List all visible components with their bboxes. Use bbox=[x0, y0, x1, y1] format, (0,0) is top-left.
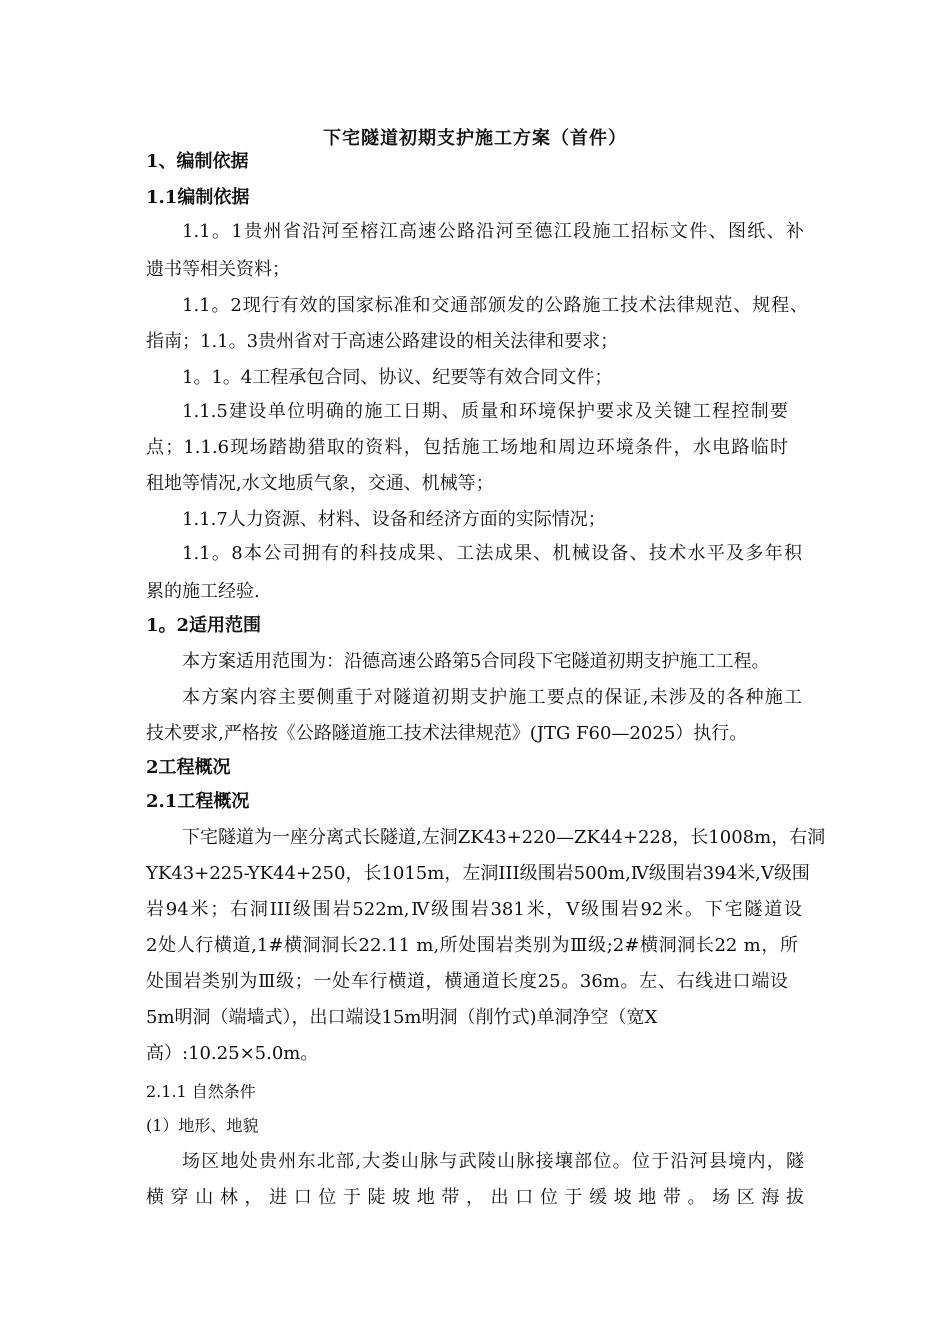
paragraph-line: 点；1.1.6现场踏勘猎取的资料，包括施工场地和周边环境条件，水电路临时 bbox=[146, 437, 788, 458]
paragraph-line: 1.1.7人力资源、材料、设备和经济方面的实际情况； bbox=[182, 509, 606, 530]
paragraph-line: 下宅隧道为一座分离式长隧道,左洞ZK43+220—ZK44+228，长1008m，右洞 bbox=[182, 827, 826, 848]
paragraph-line: 累的施工经验. bbox=[146, 581, 260, 602]
paragraph-line: 横 穿 山 林 ， 进 口 位 于 陡 坡 地 带 ， 出 口 位 于 缓 坡 地 带 。 场 区 海 拔 bbox=[146, 1187, 804, 1208]
item-heading-terrain: (1）地形、地貌 bbox=[146, 1116, 259, 1135]
paragraph-line: 1.1。8本公司拥有的科技成果、工法成果、机械设备、技术水平及多年积 bbox=[182, 543, 802, 564]
paragraph-line: 处围岩类别为Ⅲ级；一处车行横道，横通道长度25。36m。左、右线进口端设 bbox=[146, 971, 788, 992]
paragraph-line: 高）:10.25×5.0m。 bbox=[146, 1043, 319, 1064]
paragraph-line: 技术要求,严格按《公路隧道施工技术法律规范》(JTG F60—2025）执行。 bbox=[146, 723, 748, 744]
paragraph-line: 本方案内容主要侧重于对隧道初期支护施工要点的保证,未涉及的各种施工 bbox=[182, 687, 802, 708]
document-title: 下宅隧道初期支护施工方案（首件） bbox=[323, 128, 627, 149]
paragraph-line: 场区地处贵州东北部,大娄山脉与武陵山脉接壤部位。位于沿河县境内，隧 bbox=[182, 1151, 804, 1172]
paragraph-line: YK43+225-YK44+250，长1015m，左洞III级围岩500m,Ⅳ级围岩394米,Ⅴ级围 bbox=[146, 863, 810, 884]
paragraph-line: 1。1。4工程承包合同、协议、纪要等有效合同文件； bbox=[182, 367, 613, 388]
subsection-heading-1-1: 1.1编制依据 bbox=[146, 187, 250, 208]
paragraph-line: 遗书等相关资料； bbox=[146, 259, 290, 280]
subsection-heading-1-2: 1。2适用范围 bbox=[146, 615, 262, 636]
paragraph-line: 1.1。2现行有效的国家标准和交通部颁发的公路施工技术法律规范、规程、 bbox=[182, 295, 808, 316]
subsection-heading-2-1: 2.1工程概况 bbox=[146, 791, 250, 812]
paragraph-line: 5m明洞（端墙式），出口端设15m明洞（削竹式)单洞净空（宽X bbox=[146, 1007, 658, 1028]
paragraph-line: 岩94米；右洞III级围岩522m,Ⅳ级围岩381米，Ⅴ级围岩92米。下宅隧道设 bbox=[146, 899, 802, 920]
section-heading-1: 1、编制依据 bbox=[146, 151, 249, 172]
section-heading-2: 2工程概况 bbox=[146, 757, 231, 778]
paragraph-line: 租地等情况,水文地质气象，交通、机械等； bbox=[146, 473, 494, 494]
paragraph-line: 2处人行横道,1#横洞洞长22.11 m,所处围岩类别为Ⅲ级;2#横洞洞长22 m，所 bbox=[146, 935, 798, 956]
paragraph-line: 指南；1.1。3贵州省对于高速公路建设的相关法律和要求； bbox=[146, 331, 619, 352]
paragraph-line: 本方案适用范围为：沿德高速公路第5合同段下宅隧道初期支护施工工程。 bbox=[182, 651, 770, 672]
paragraph-line: 1.1。1贵州省沿河至榕江高速公路沿河至德江段施工招标文件、图纸、补 bbox=[182, 221, 804, 242]
paragraph-line: 1.1.5建设单位明确的施工日期、质量和环境保护要求及关键工程控制要 bbox=[182, 401, 788, 422]
subsubsection-heading-2-1-1: 2.1.1 自然条件 bbox=[146, 1082, 256, 1101]
